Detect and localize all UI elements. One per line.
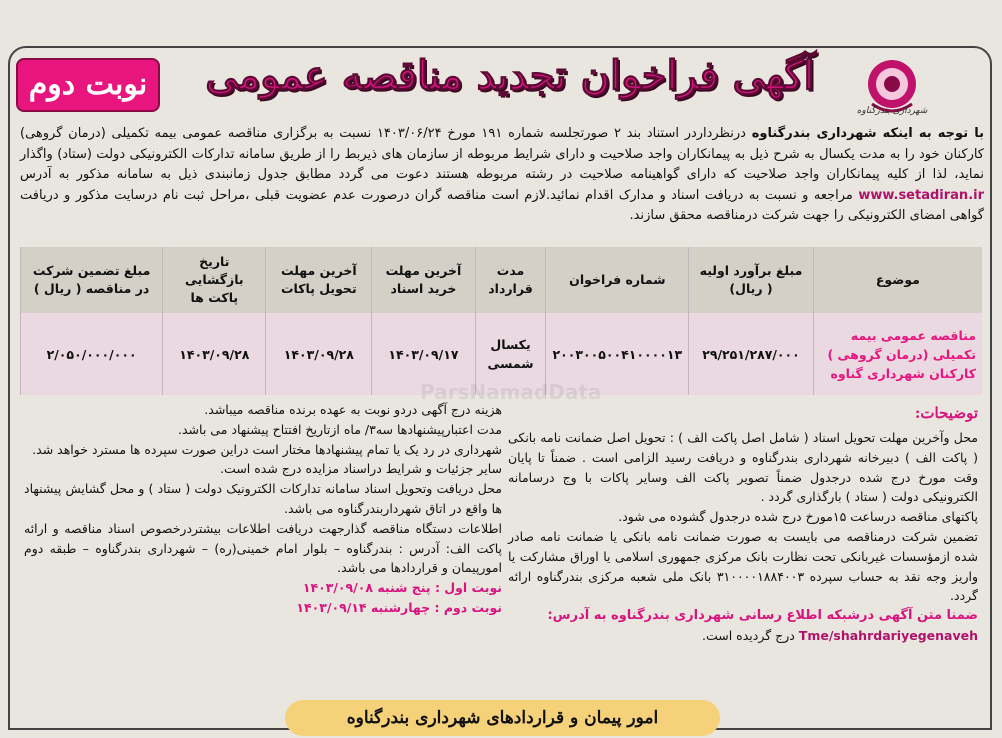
intro-text-1: درنظرداردر استناد بند ۲ صورتجلسه شماره ۱۹۱ مورخ ۱۴۰۳/۰۶/۲۴ نسبت به برگزاری مناقصه عمومی بیمه تکمیلی (درمان گروهی) کارکنان خود را به مدت یکسال به شرح ذیل به پیمانکاران واجد صلاحیت و دارای شرایط مربوطه از سازمان های ذیربط را از طریق سامانه تدارکات الکترونیکی دولت (ستاد) واگذار نماید، لذا از کلیه پیمانکاران واجد صلاحیت که دارای گواهینامه صلاحیت در رشته مربوطه هستند دعوت می گردد مطابق جدول زمانبندی ذیل به سامانه مذکور به آدرس — [20, 126, 984, 182]
cell-guarantee: ۲/۰۵۰/۰۰۰/۰۰۰ — [21, 313, 163, 395]
note-item: اطلاعات دستگاه مناقصه گذارجهت دریافت اطلاعات بیشتردرخصوص اسناد مناقصه و ارائه پاکت الف: آدرس : بندرگناوه – بلوار امام خمینی(ره) – شهرداری بندرگناوه – طبقه دوم امورپیمان و قراردادها می باشد. — [24, 520, 502, 576]
header-subject: موضوع — [813, 247, 982, 313]
header-duration: مدت قرارداد — [475, 247, 546, 313]
header-envelope-deadline: آخرین مهلت تحویل پاکات — [266, 247, 372, 313]
cell-opening-date: ۱۴۰۳/۰۹/۲۸ — [163, 313, 266, 395]
note-item: تضمین شرکت درمناقصه می بایست به صورت ضمانت نامه بانکی یا ضمانت نامه صادر شده ازمؤسسات غیربانکی تحت نظارت بانک مرکزی جمهوری اسلامی یا اوراق مشارکت یا واریز وجه نقد به حساب سپرده ۳۱۰۰۰۰۱۸۸۴۰۰۳ بانک ملی شعبه مرکزی بندرگناوه ارائه گردد. — [508, 528, 978, 604]
note-item: سایر جزئیات و شرایط دراسناد مزایده درج شده است. — [220, 461, 502, 477]
header-estimate: مبلغ برآورد اولیه ( ریال) — [689, 247, 814, 313]
online-notice-line: ضمنا متن آگهی درشبکه اطلاع رسانی شهرداری بندرگناوه به آدرس: — [547, 608, 978, 624]
footer-banner: امور پیمان و قراردادهای شهرداری بندرگناوه — [285, 700, 720, 736]
cell-call-number: ۲۰۰۳۰۰۵۰۰۴۱۰۰۰۰۱۳ — [546, 313, 689, 395]
cell-envelope-deadline: ۱۴۰۳/۰۹/۲۸ — [266, 313, 372, 395]
notice-title: آگهی فراخوان تجدید مناقصه عمومی — [205, 52, 815, 99]
second-publication: نوبت دوم : چهارشنبه ۱۴۰۳/۰۹/۱۴ — [296, 599, 502, 615]
header-guarantee: مبلغ تضمین شرکت در مناقصه ( ریال ) — [21, 247, 163, 313]
intro-paragraph — [20, 124, 984, 227]
table-row — [21, 313, 983, 395]
tender-table — [20, 247, 982, 395]
header-call-number: شماره فراخوان — [546, 247, 689, 313]
setad-url-link[interactable]: www.setadiran.ir — [858, 187, 984, 203]
online-notice-suffix: درج گردیده است. — [702, 627, 795, 643]
intro-lead: با توجه به اینکه شهرداری بندرگناوه — [751, 126, 984, 141]
header-opening-date: تاریخ بازگشایی پاکت ها — [163, 247, 266, 313]
cell-subject: مناقصه عمومی بیمه تکمیلی (درمان گروهی ) کارکنان شهرداری گناوه — [813, 313, 982, 395]
note-item: پاکتهای مناقصه درساعت ۱۵مورخ درج شده درجدول گشوده می شود. — [618, 509, 978, 525]
note-item: محل وآخرین مهلت تحویل اسناد ( شامل اصل پاکت الف ) : تحویل اصل ضمانت نامه بانکی ( پاکت الف ) دبیرخانه شهرداری بندرگناوه و دریافت رسید الزامی است . ضمناً تا پایان وقت مورخ درج شده درجدول ضمناً تصویر پاکت الف وسایر پاکات با وج درسامانه الکترونیکی دولت ( ستاد ) بارگذاری گردد . — [508, 430, 978, 505]
online-notice-url-line — [508, 626, 978, 646]
note-item: شهرداری در رد یک یا تمام پیشنهادها مختار است دراین صورت سپرده ها مسترد خواهد شد. — [32, 441, 502, 457]
round-badge: نوبت دوم — [16, 58, 160, 112]
table-header-row — [21, 247, 983, 313]
cell-duration: یکسال شمسی — [475, 313, 546, 395]
intro-text-2: مراجعه و نسبت به دریافت اسناد و مدارک اقدام نمائید.لازم است مناقصه گران درصورت عدم عضویت قبلی ،مراحل ثبت نام درسایت مذکور و دریافت گواهی امضای الکترونیکی را جهت شرکت درمناقصه محقق سازند. — [20, 187, 984, 223]
note-item: مدت اعتبارپیشنهادها سه۳/ ماه ازتاریخ افتتاح پیشنهاد می باشد. — [178, 421, 502, 437]
first-publication: نوبت اول : پنج شنبه ۱۴۰۳/۰۹/۰۸ — [302, 580, 502, 596]
note-item: هزینه درج آگهی دردو نوبت به عهده برنده مناقصه میباشد. — [204, 402, 502, 417]
logo-caption: شهرداری بندرگناوه — [856, 106, 928, 116]
notes-right-column — [508, 428, 978, 646]
notes-left-column — [24, 400, 502, 618]
telegram-url-link[interactable]: Tme/shahrdariyegenaveh — [798, 627, 978, 643]
cell-estimate: ۲۹/۲۵۱/۲۸۷/۰۰۰ — [689, 313, 814, 395]
note-item: محل دریافت وتحویل اسناد سامانه تدارکات الکترونیک دولت ( ستاد ) و محل گشایش پیشنهاد ها واقع در اتاق شهرداربندرگناوه می باشد. — [24, 481, 502, 516]
notice-header — [0, 0, 1002, 120]
notes-title: توضیحات: — [914, 404, 978, 422]
cell-doc-deadline: ۱۴۰۳/۰۹/۱۷ — [372, 313, 475, 395]
header-doc-deadline: آخرین مهلت خرید اسناد — [372, 247, 475, 313]
